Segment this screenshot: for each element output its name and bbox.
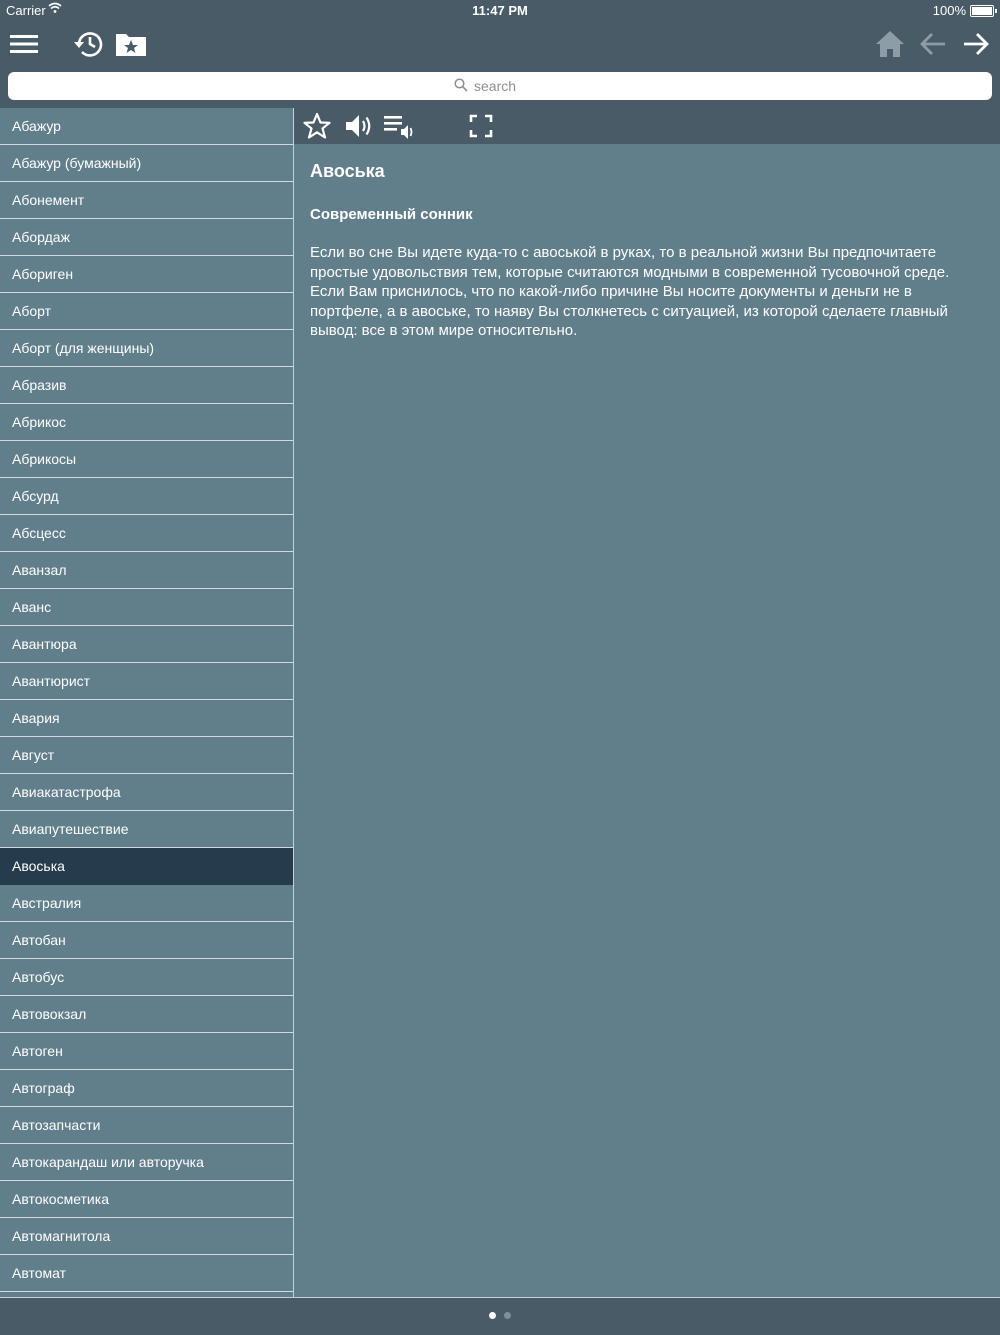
search-bar <box>0 66 1000 109</box>
fullscreen-icon[interactable] <box>468 111 494 141</box>
list-item[interactable]: Август <box>0 737 293 774</box>
list-item[interactable]: Автокарандаш или авторучка <box>0 1144 293 1181</box>
list-item[interactable]: Абразив <box>0 367 293 404</box>
search-box[interactable] <box>8 72 992 100</box>
search-input[interactable] <box>468 77 546 95</box>
list-item[interactable]: Абориген <box>0 256 293 293</box>
list-item[interactable]: Абажур (бумажный) <box>0 145 293 182</box>
search-icon <box>454 78 468 95</box>
list-item[interactable]: Автобус <box>0 959 293 996</box>
list-item[interactable]: Аборт (для женщины) <box>0 330 293 367</box>
list-item[interactable]: Авантюра <box>0 626 293 663</box>
speaker-icon[interactable] <box>344 111 374 141</box>
list-item[interactable]: Автокосметика <box>0 1181 293 1218</box>
page-dot[interactable] <box>489 1312 496 1319</box>
battery-icon <box>970 5 994 17</box>
clock: 11:47 PM <box>472 3 528 18</box>
list-item[interactable]: Аванс <box>0 589 293 626</box>
bookmarks-folder-icon[interactable] <box>113 26 149 62</box>
playlist-audio-icon[interactable] <box>384 111 416 141</box>
list-item[interactable]: Автозапчасти <box>0 1107 293 1144</box>
entry-content <box>310 144 986 341</box>
battery-percentage: 100% <box>932 3 966 18</box>
list-item[interactable]: Аванзал <box>0 552 293 589</box>
list-item[interactable]: Автограф <box>0 1070 293 1107</box>
forward-arrow-icon[interactable] <box>958 26 994 62</box>
list-item[interactable]: Авария <box>0 700 293 737</box>
word-list <box>0 108 294 1297</box>
list-item[interactable]: Абонемент <box>0 182 293 219</box>
page-dot[interactable] <box>504 1312 511 1319</box>
list-item[interactable]: Авантюрист <box>0 663 293 700</box>
list-item[interactable]: Автобан <box>0 922 293 959</box>
entry-text: Если во сне Вы идете куда-то с авоськой в руках, то в реальной жизни Вы предпочитаете простые удовольствия тем, которые считаются модными в современной тусовочной среде. Если Вам приснилось, что по какой-либо причине Вы носите документы и деньги не в портфеле, а в авоське, то наяву Вы столкнетесь с ситуацией, из которой сделаете главный вывод: все в этом мире относительно. <box>310 244 950 340</box>
status-bar <box>0 0 1000 22</box>
list-item[interactable]: Авиакатастрофа <box>0 774 293 811</box>
list-item[interactable]: Абсурд <box>0 478 293 515</box>
back-arrow-icon[interactable] <box>915 26 951 62</box>
list-item[interactable]: Абажур <box>0 108 293 145</box>
entry-title: Авоська <box>310 161 385 181</box>
list-item[interactable]: Абсцесс <box>0 515 293 552</box>
entry-toolbar <box>294 108 1000 144</box>
list-item[interactable]: Австралия <box>0 885 293 922</box>
page-indicator[interactable] <box>0 1312 1000 1319</box>
dictionary-source-title: Современный сонник <box>310 206 473 223</box>
menu-icon[interactable] <box>6 26 42 62</box>
list-item[interactable]: Абрикосы <box>0 441 293 478</box>
list-item[interactable]: Автоген <box>0 1033 293 1070</box>
list-item[interactable]: Авиапутешествие <box>0 811 293 848</box>
list-item[interactable]: Абрикос <box>0 404 293 441</box>
top-toolbar <box>0 22 1000 66</box>
list-item[interactable]: Автовокзал <box>0 996 293 1033</box>
bottom-bar <box>0 1297 1000 1335</box>
home-icon[interactable] <box>872 26 908 62</box>
list-item[interactable]: Аборт <box>0 293 293 330</box>
list-item[interactable]: Абордаж <box>0 219 293 256</box>
list-item[interactable]: Автомагнитола <box>0 1218 293 1255</box>
star-icon[interactable] <box>303 111 331 141</box>
carrier-label: Carrier <box>6 3 46 18</box>
history-icon[interactable] <box>70 26 106 62</box>
list-item-selected[interactable]: Авоська <box>0 848 293 885</box>
list-item[interactable]: Автомат <box>0 1255 293 1292</box>
